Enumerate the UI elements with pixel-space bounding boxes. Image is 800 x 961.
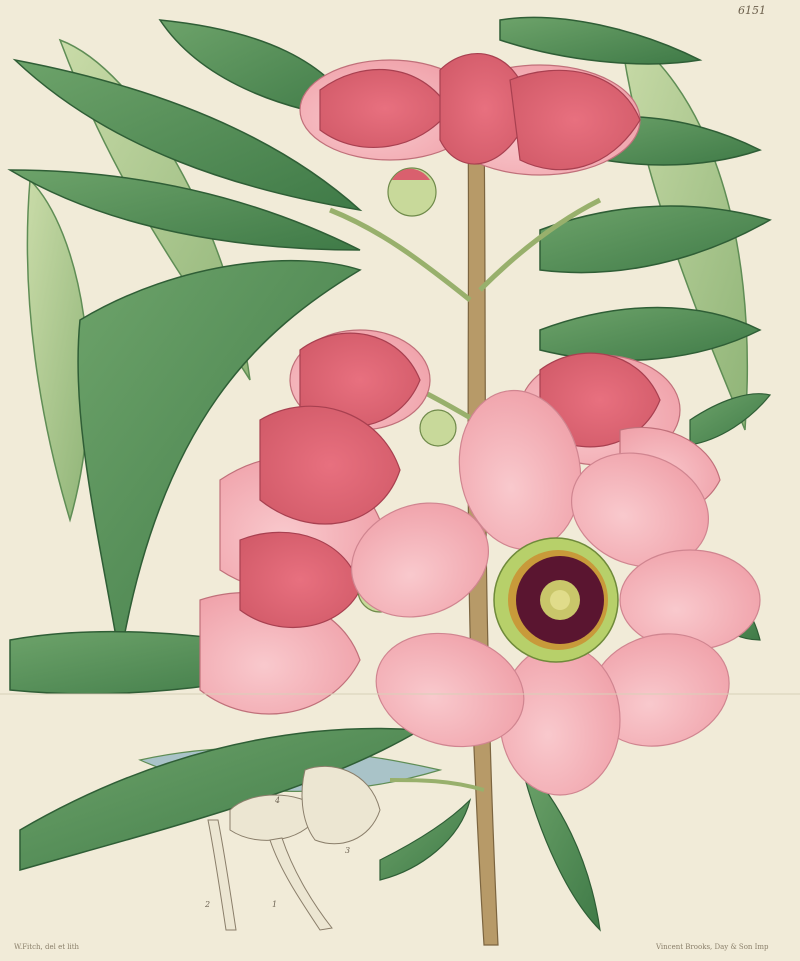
leaf <box>500 17 700 64</box>
leaf <box>690 394 770 445</box>
printer-credit: Vincent Brooks, Day & Son Imp <box>656 943 769 951</box>
leaf <box>380 800 470 880</box>
figure-label: 4 <box>275 796 281 805</box>
artist-credit: W.Fitch, del et lith <box>14 943 80 951</box>
figure-pistil <box>270 838 332 930</box>
figure-stamen <box>208 820 236 930</box>
figure-label: 3 <box>345 846 351 855</box>
figure-label: 2 <box>205 900 211 909</box>
plate-number: 6151 <box>738 4 766 17</box>
figure-label: 1 <box>272 900 278 909</box>
